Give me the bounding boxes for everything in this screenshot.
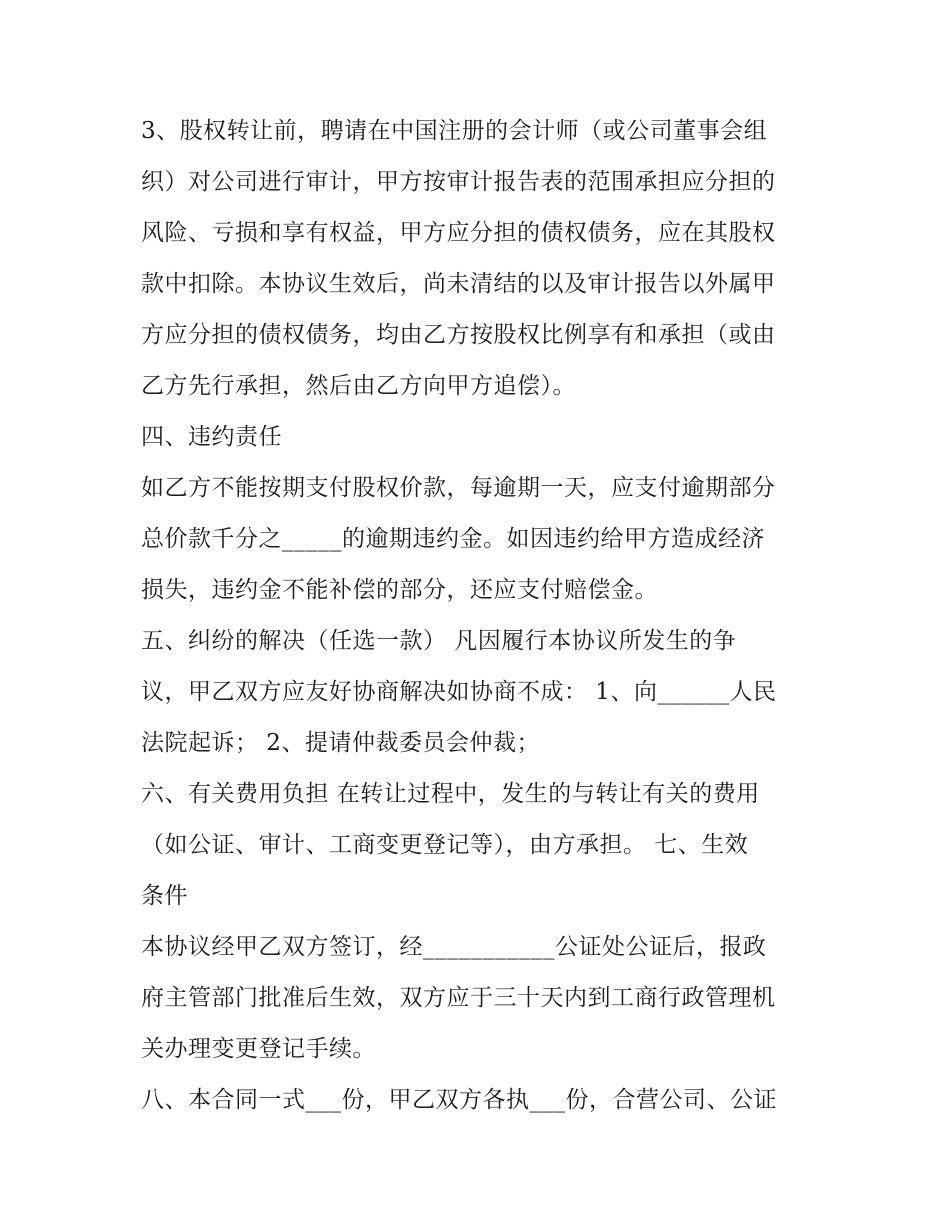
text-line: 风险、亏损和享有权益，甲方应分担的债权债务，应在其股权 bbox=[141, 220, 776, 246]
text-line: 织）对公司进行审计，甲方按审计报告表的范围承担应分担的 bbox=[141, 169, 776, 195]
text-line: 总价款千分之_____的逾期违约金。如因违约给甲方造成经济 bbox=[141, 526, 765, 552]
text-line: 3、股权转让前，聘请在中国注册的会计师（或公司董事会组 bbox=[141, 118, 768, 144]
text-line: （如公证、审计、工商变更登记等），由方承担。 七、生效 bbox=[141, 832, 749, 858]
text-line: 关办理变更登记手续。 bbox=[141, 1036, 376, 1062]
text-line: 本协议经甲乙双方签订，经___________公证处公证后，报政 bbox=[141, 934, 767, 960]
section-heading-breach: 四、违约责任 bbox=[141, 424, 282, 450]
text-line: 乙方先行承担，然后由乙方向甲方追偿）。 bbox=[141, 373, 576, 399]
text-line: 方应分担的债权债务，均由乙方按股权比例享有和承担（或由 bbox=[141, 322, 776, 348]
text-line: 如乙方不能按期支付股权价款，每逾期一天，应支付逾期部分 bbox=[141, 475, 776, 501]
section-heading-copies: 八、本合同一式___份，甲乙双方各执___份，合营公司、公证 bbox=[141, 1087, 777, 1113]
section-heading-fees: 六、有关费用负担 在转让过程中，发生的与转让有关的费用 bbox=[141, 781, 760, 807]
document-body bbox=[141, 106, 821, 1126]
section-heading-dispute: 五、纠纷的解决（任选一款） 凡因履行本协议所发生的争 bbox=[141, 628, 737, 654]
text-line: 议，甲乙双方应友好协商解决如协商不成： 1、向______人民 bbox=[141, 679, 777, 705]
text-line: 法院起诉； 2、提请仲裁委员会仲裁； bbox=[141, 730, 540, 756]
text-line: 条件 bbox=[141, 883, 188, 909]
text-line: 款中扣除。本协议生效后，尚未清结的以及审计报告以外属甲 bbox=[141, 271, 776, 297]
text-line: 损失，违约金不能补偿的部分，还应支付赔偿金。 bbox=[141, 577, 658, 603]
text-line: 府主管部门批准后生效，双方应于三十天内到工商行政管理机 bbox=[141, 985, 776, 1011]
